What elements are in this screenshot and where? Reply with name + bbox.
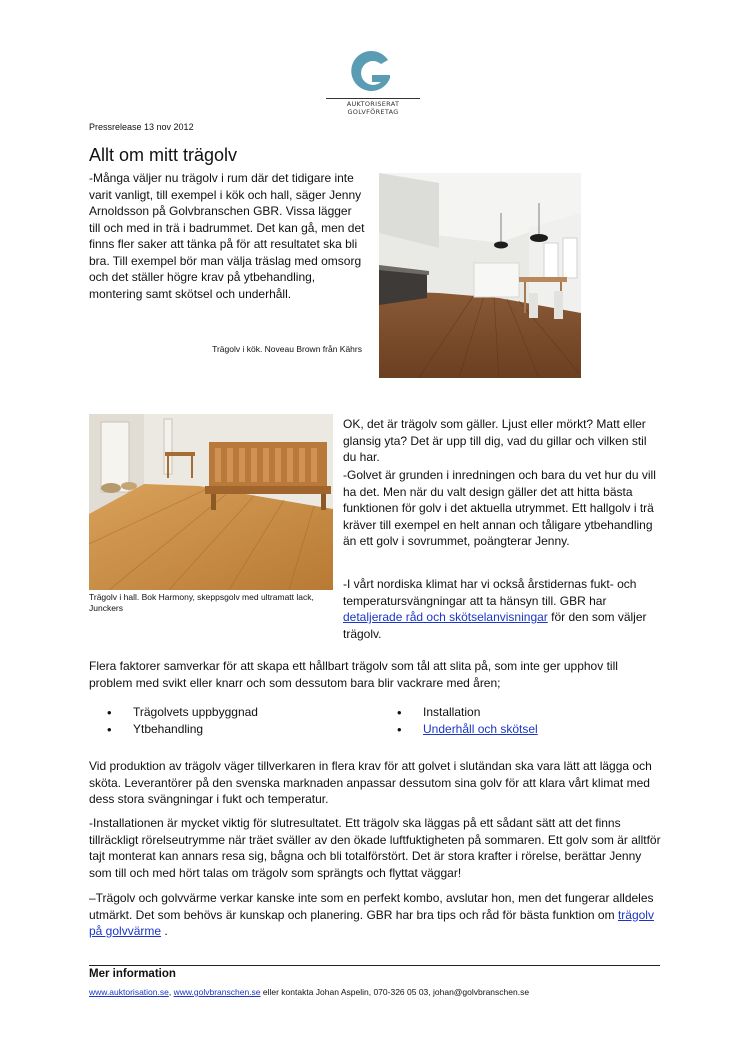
floor-heating-paragraph <box>89 890 664 940</box>
list-item: • Ytbehandling <box>89 721 369 738</box>
gbr-logo <box>346 48 394 98</box>
contact-details: eller kontakta Johan Aspelin, 070-326 05 03, johan@golvbranschen.se <box>260 987 530 997</box>
hallway-photo-caption: Trägolv i hall. Bok Harmony, skeppsgolv med ultramatt lack, Junckers <box>89 592 314 613</box>
kitchen-photo-caption: Trägolv i kök. Noveau Brown från Kährs <box>212 344 362 354</box>
installation-paragraph: -Installationen är mycket viktig för slutresultatet. Ett trägolv ska läggas på ett sådant sätt att det finns tillräckligt rörelseutrymme när träet sväller av den ökade luftfuktigheten på sommaren. Ett golv som är alltför tajt monterat kan annars resa sig, bågna och bli totalförstört. Det är stora krafter i rörelse, berättar Jenny som till och med hört talas om trägolv som sprängts och flyttat väggar! <box>89 816 661 880</box>
logo-g-icon <box>346 48 394 98</box>
auktorisation-link[interactable]: www.auktorisation.se <box>89 987 169 997</box>
footer-divider <box>89 965 660 966</box>
floor-heating-text: –Trägolv och golvvärme verkar kanske inte som en perfekt kombo, avslutar hon, men det fungerar alldeles utmärkt. Det som behövs är kunskap och planering. GBR har bra tips och råd för bästa funktion om <box>89 891 654 922</box>
logo-tagline: AUKTORISERAT GOLVFÖRETAG <box>326 98 420 116</box>
page-title: Allt om mitt trägolv <box>89 145 238 165</box>
climate-text: -I vårt nordiska klimat har vi också årstidernas fukt- och temperatursvängningar att ta hänsyn till. GBR har <box>343 577 637 608</box>
hallway-photo <box>89 414 333 590</box>
list-item: • Trägolvets uppbyggnad <box>89 704 369 721</box>
golvbranschen-link[interactable]: www.golvbranschen.se <box>173 987 261 997</box>
press-date: Pressrelease 13 nov 2012 <box>89 122 194 132</box>
factors-paragraph: Flera faktorer samverkar för att skapa ett hållbart trägolv som tål att slita på, som inte ger upphov till problem med svikt eller knarr och som dessutom bara blir vackrare med åren; <box>89 659 618 690</box>
contact-line <box>89 987 529 997</box>
list-item <box>379 721 659 738</box>
climate-paragraph <box>343 576 661 642</box>
list-item: • Installation <box>379 704 659 721</box>
production-paragraph: Vid produktion av trägolv väger tillverkaren in flera krav för att golvet i slutändan ska vara lätt att lägga och sköta. Leverantörer på den svenska marknaden anpassar dessutom sina golv för att klara vårt klimat med dess stora svängningar i fukt och temperatur. <box>89 759 652 806</box>
climate-text-end: för den som väljer trägolv. <box>343 610 647 641</box>
kitchen-photo <box>379 173 581 378</box>
floor-heating-text-end: . <box>161 924 168 938</box>
maintenance-link[interactable]: Underhåll och skötsel <box>423 722 538 736</box>
bullet-list-right <box>379 704 659 738</box>
floor-heating-link[interactable]: trägolv på golvvärme <box>89 907 654 938</box>
style-paragraph: OK, det är trägolv som gäller. Ljust eller mörkt? Matt eller glansig yta? Det är upp till dig, vad du gillar och vilken stil du har. <box>343 417 647 464</box>
intro-paragraph: -Många väljer nu trägolv i rum där det tidigare inte varit vanligt, till exempel i kök och hall, säger Jenny Arnoldsson på Golvbranschen GBR. Vissa lägger till och med in trä i badrummet. Det kan gå, men det finns fler saker att tänka på för att resultatet ska bli bra. Till exempel bör man välja träslag med omsorg och det ställer högre krav på ytbehandling, montering samt skötsel och underhåll. <box>89 171 365 301</box>
care-instructions-link[interactable]: detaljerade råd och skötselanvisningar <box>343 610 548 624</box>
more-info-heading: Mer information <box>89 968 176 980</box>
link-separator: , <box>168 987 174 997</box>
bullet-list-left <box>89 704 369 738</box>
design-paragraph: -Golvet är grunden i inredningen och bara du vet hur du vill ha det. Men när du valt design gäller det att hitta bästa funktionen för golv i det aktuella utrymmet. Ett hallgolv i trä kräver till exempel en helt annan och tåligare ytbehandling än ett golv i sovrummet, poängterar Jenny. <box>343 468 656 548</box>
